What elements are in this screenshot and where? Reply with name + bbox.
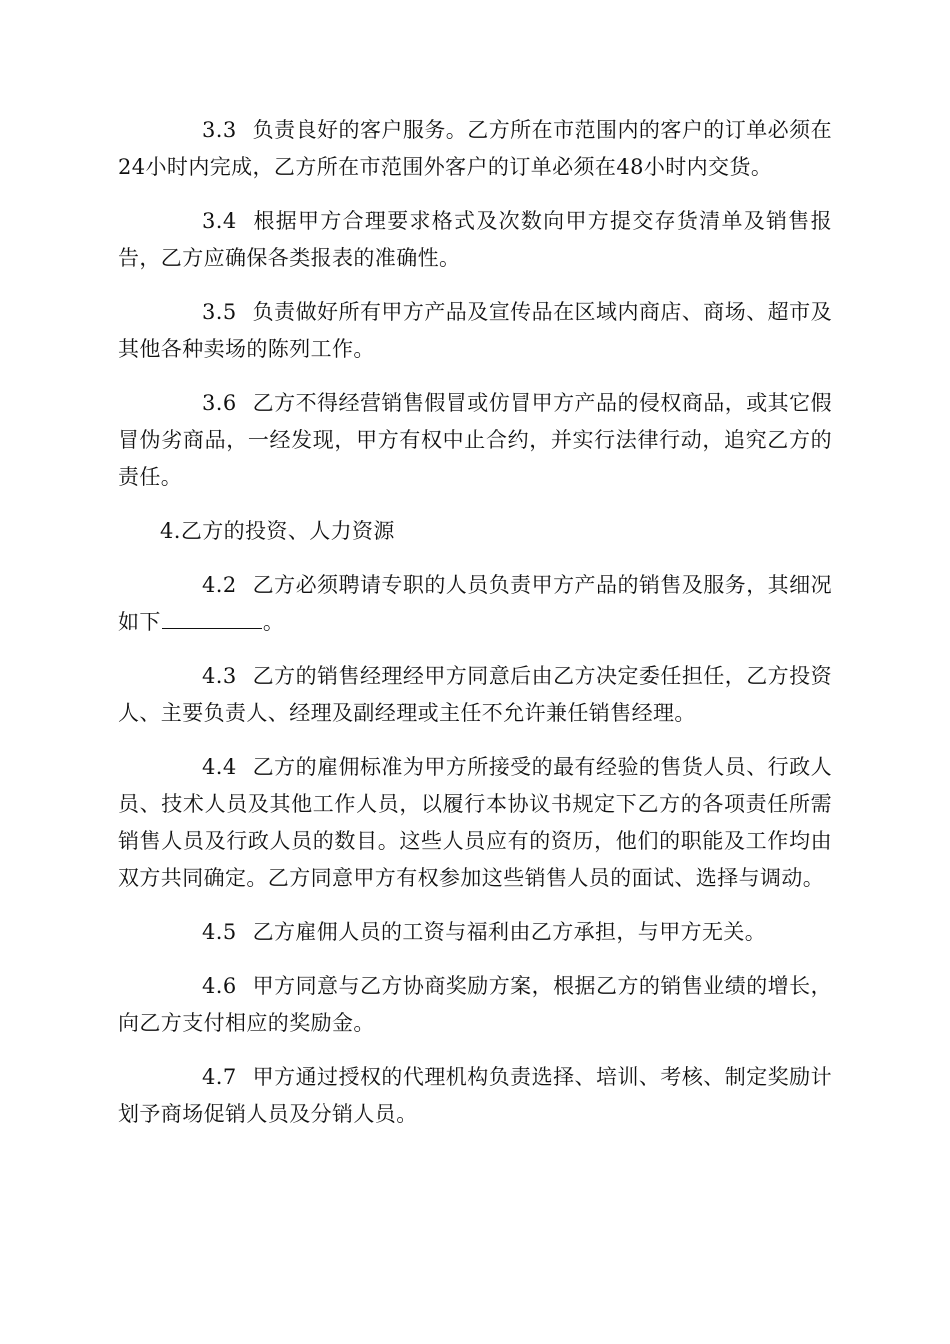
clause-text: 甲方同意与乙方协商奖励方案，根据乙方的销售业绩的增长，向乙方支付相应的奖励金。 [118,974,832,1035]
clause-3-6 [118,385,832,496]
section-heading-text: 4.乙方的投资、人力资源 [160,519,395,543]
clause-text: 根据甲方合理要求格式及次数向甲方提交存货清单及销售报告，乙方应确保各类报表的准确性。 [118,209,832,270]
clause-3-5 [118,294,832,368]
clause-4-4 [118,749,832,897]
clause-text: 甲方通过授权的代理机构负责选择、培训、考核、制定奖励计划予商场促销人员及分销人员。 [118,1065,832,1126]
clause-number: 3.3 [202,118,237,142]
clause-3-4 [118,203,832,277]
clause-number: 3.5 [202,300,237,324]
clause-number: 4.3 [202,664,237,688]
clause-4-2 [118,567,832,641]
clause-text: 负责良好的客户服务。乙方所在市范围内的客户的订单必须在24小时内完成，乙方所在市范围外客户的订单必须在48小时内交货。 [118,118,832,179]
clause-number: 3.4 [202,209,237,233]
clause-number: 3.6 [202,391,237,415]
clause-text: 乙方必须聘请专职的人员负责甲方产品的销售及服务，其细况如下 [118,573,832,634]
clause-4-3 [118,658,832,732]
clause-4-7 [118,1059,832,1133]
clause-text-after: 。 [262,610,285,634]
clause-number: 4.6 [202,974,237,998]
section-heading-4 [118,513,832,550]
clause-number: 4.4 [202,755,237,779]
clause-text: 负责做好所有甲方产品及宣传品在区域内商店、商场、超市及其他各种卖场的陈列工作。 [118,300,832,361]
clause-number: 4.7 [202,1065,237,1089]
clause-text: 乙方的雇佣标准为甲方所接受的最有经验的售货人员、行政人员、技术人员及其他工作人员，以履行本协议书规定下乙方的各项责任所需销售人员及行政人员的数目。这些人员应有的资历，他们的职能及工作均由双方共同确定。乙方同意甲方有权参加这些销售人员的面试、选择与调动。 [118,755,832,890]
clause-3-3 [118,112,832,186]
clause-text: 乙方不得经营销售假冒或仿冒甲方产品的侵权商品，或其它假冒伪劣商品，一经发现，甲方有权中止合约，并实行法律行动，追究乙方的责任。 [118,391,832,489]
document-body [118,112,832,1150]
clause-text: 乙方的销售经理经甲方同意后由乙方决定委任担任，乙方投资人、主要负责人、经理及副经理或主任不允许兼任销售经理。 [118,664,832,725]
clause-4-5 [118,914,832,951]
clause-4-6 [118,968,832,1042]
clause-number: 4.5 [202,920,237,944]
clause-number: 4.2 [202,573,237,597]
fill-in-blank [162,606,262,629]
clause-text: 乙方雇佣人员的工资与福利由乙方承担，与甲方无关。 [252,920,767,944]
